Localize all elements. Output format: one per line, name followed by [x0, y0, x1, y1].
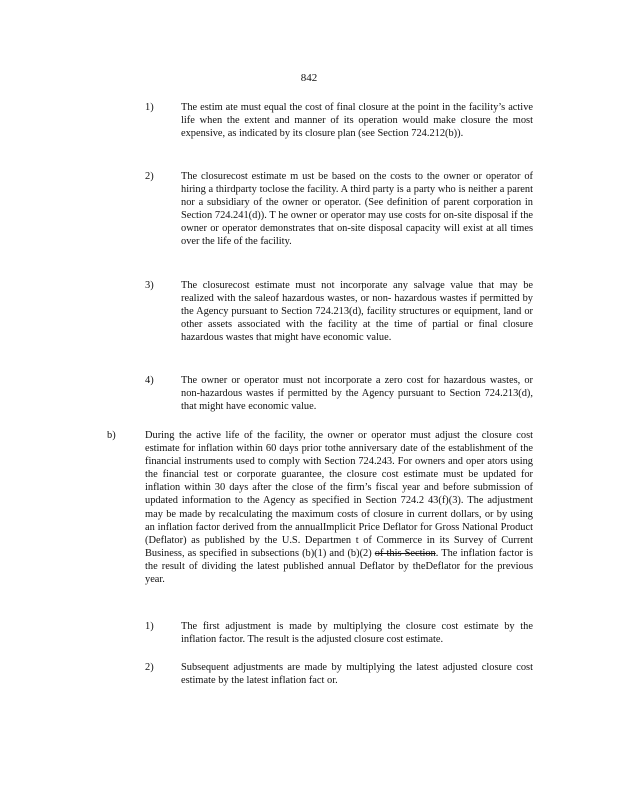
list-item — [145, 374, 533, 413]
page-number: 842 — [300, 72, 318, 84]
list-item — [145, 661, 533, 687]
struck-text: of this Section — [374, 547, 436, 559]
item-label: 2) — [145, 662, 154, 673]
list-item — [145, 170, 533, 249]
subsection-label: b) — [107, 430, 116, 441]
subsection-text — [145, 429, 533, 586]
subsection-text-after-strike: . The inflation factor is the result of dividing the latest published annual Deflator by theDeflator for the previous year. — [145, 547, 533, 586]
item-label: 1) — [145, 621, 154, 632]
item-label: 3) — [145, 280, 154, 291]
list-item — [145, 279, 533, 344]
item-text: The estim ate must equal the cost of final closure at the point in the facility’s active life when the extent and manner of its operation would make closure the most expensive, as indicated by its closure plan (see Section 724.212(b)). — [181, 102, 533, 140]
list-item — [145, 620, 533, 646]
item-text: The closurecost estimate must not incorporate any salvage value that may be realized with the saleof hazardous wastes, or non- hazardous wastes if permitted by the Agency pursuant to Section 724.213(d), facility structures or equipment, land or other assets associated with the facility at the time of partial or final closure hazardous wastes that might have economic value. — [181, 280, 533, 344]
item-label: 2) — [145, 171, 154, 182]
item-text: The owner or operator must not incorporate a zero cost for hazardous wastes, or non-hazardous wastes if permitted by the Agency pursuant to Section 724.213(d), that might have economic value. — [181, 375, 533, 413]
subsection-text-before-strike: During the active life of the facility, the owner or operator must adjust the closure cost estimate for inflation within 60 days prior tothe anniversary date of the establishment of the financial instruments used to comply with Section 724.243. For owners and oper ators using the financial test or corporate guarantee, the closure cost estimate must be updated for inflation within 30 days after the close of the firm’s fiscal year and before submission of updated information to the Agency as specified in Section 724.2 43(f)(3). The adjustment may be made by recalculating the maximum costs of closure in current dollars, or by using an inflation factor derived from the annualImplicit Price Deflator for Gross National Product (Deflator) as published by the U.S. Departmen t of Commerce in its Survey of Current Business, as specified in subsections (b)(1) and (b)(2) — [145, 430, 533, 559]
item-text: The closurecost estimate m ust be based on the costs to the owner or operator of hiring a thirdparty toclose the facility. A third party is a party who is neither a parent nor a subsidiary of the owner or operator. (See definition of parent corporation in Section 724.241(d)). T he owner or operator may use costs for on-site disposal if the owner or operator demonstrates that on-site disposal capacity will exist at all times over the life of the facility. — [181, 171, 533, 248]
item-label: 1) — [145, 102, 154, 113]
item-text: The first adjustment is made by multiplying the closure cost estimate by the inflation factor. The result is the adjusted closure cost estimate. — [181, 621, 533, 646]
item-label: 4) — [145, 375, 154, 386]
subsection-b — [107, 429, 533, 586]
item-text: Subsequent adjustments are made by multiplying the latest adjusted closure cost estimate by the latest inflation fact or. — [181, 662, 533, 687]
list-item — [145, 101, 533, 140]
